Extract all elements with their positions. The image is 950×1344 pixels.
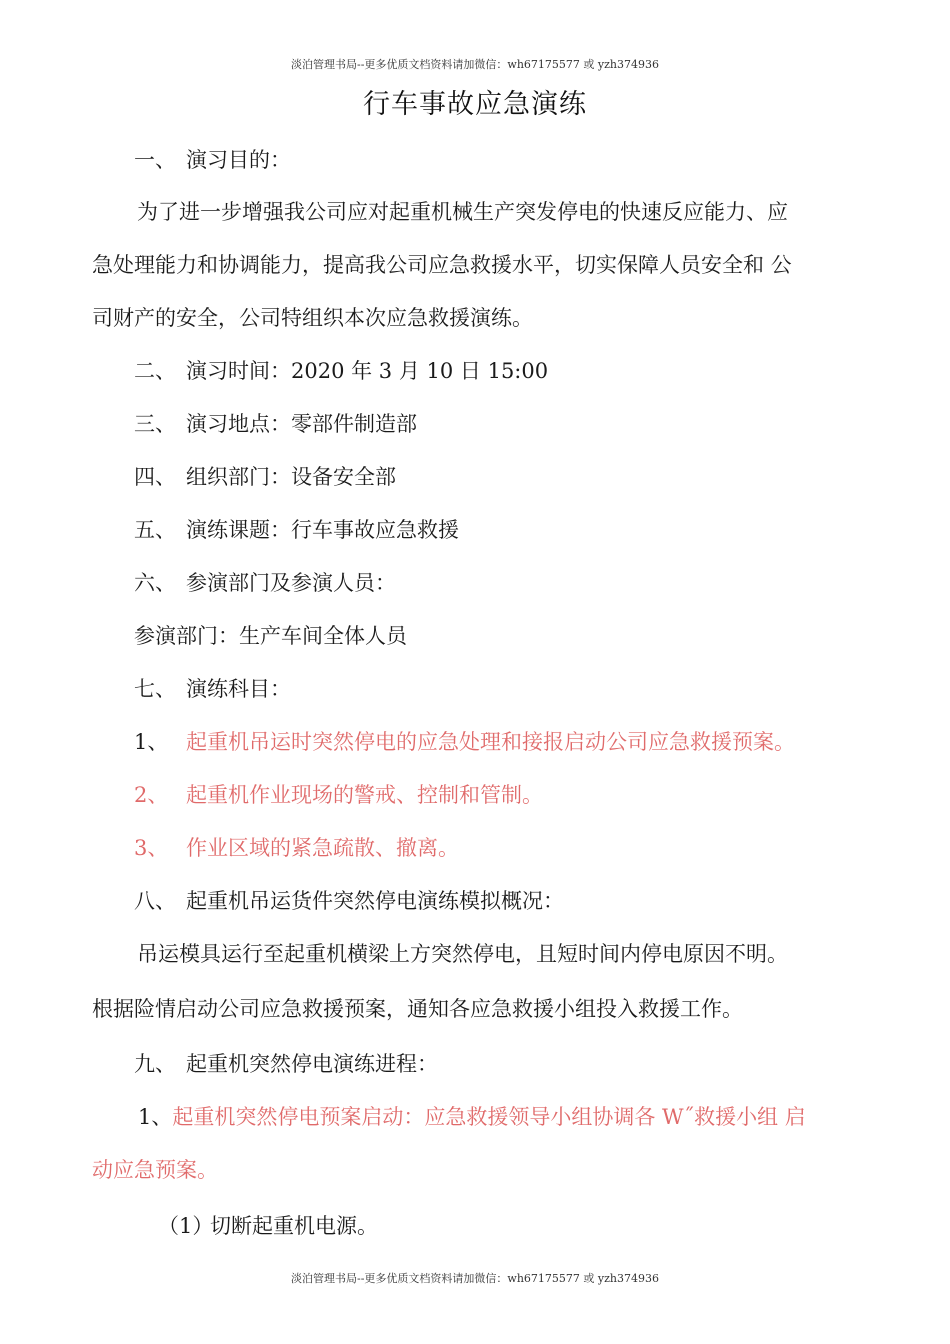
item-text: 起重机吊运时突然停电的应急处理和接报启动公司应急救援预案。 bbox=[186, 730, 795, 754]
overview-line-1: 吊运模具运行至起重机横梁上方突然停电，且短时间内停电原因不明。 bbox=[137, 942, 788, 966]
section-2-heading bbox=[134, 357, 548, 385]
section-label: 演习时间：2020 年 3 月 10 日 15:00 bbox=[186, 359, 549, 383]
section-7-heading bbox=[134, 675, 291, 703]
section-label: 起重机吊运货件突然停电演练模拟概况： bbox=[186, 889, 564, 913]
section-label: 参演部门及参演人员： bbox=[186, 571, 396, 595]
section-number: 四、 bbox=[134, 465, 176, 489]
sub-step-1 bbox=[158, 1212, 378, 1240]
document-title: 行车事故应急演练 bbox=[363, 89, 587, 120]
section-label: 演练科目： bbox=[186, 677, 291, 701]
step-1-line-2: 动应急预案。 bbox=[92, 1158, 218, 1182]
section-number: 三、 bbox=[134, 412, 176, 436]
overview-line-2: 根据险情启动公司应急救援预案，通知各应急救援小组投入救援工作。 bbox=[92, 997, 743, 1021]
section-6-heading bbox=[134, 569, 396, 597]
section-5-heading bbox=[134, 516, 459, 544]
section-number: 七、 bbox=[134, 677, 176, 701]
item-number: 3、 bbox=[134, 836, 169, 860]
page-footer: 淡泊管理书局--更多优质文档资料请加微信：wh67175577 或 yzh374936 bbox=[291, 1272, 659, 1285]
purpose-line-1: 为了进一步增强我公司应对起重机械生产突发停电的快速反应能力、应 bbox=[137, 200, 788, 224]
item-text: 起重机作业现场的警戒、控制和管制。 bbox=[186, 783, 543, 807]
section-number: 八、 bbox=[134, 889, 176, 913]
step-text: 起重机突然停电预案启动：应急救援领导小组协调各 W˝救援小组 启 bbox=[172, 1105, 806, 1129]
drill-item-3 bbox=[134, 834, 459, 862]
section-label: 演练课题：行车事故应急救援 bbox=[186, 518, 459, 542]
purpose-line-2: 急处理能力和协调能力，提高我公司应急救援水平，切实保障人员安全和 公 bbox=[92, 253, 792, 277]
section-label: 组织部门：设备安全部 bbox=[186, 465, 396, 489]
item-number: 1、 bbox=[134, 730, 169, 754]
section-9-heading bbox=[134, 1050, 438, 1078]
item-text: 作业区域的紧急疏散、撤离。 bbox=[186, 836, 459, 860]
purpose-line-3: 司财产的安全，公司特组织本次应急救援演练。 bbox=[92, 306, 533, 330]
section-1-heading bbox=[134, 146, 291, 174]
sub-step-number: （1） bbox=[158, 1214, 214, 1238]
section-4-heading bbox=[134, 463, 396, 491]
section-number: 六、 bbox=[134, 571, 176, 595]
participating-dept: 参演部门：生产车间全体人员 bbox=[134, 624, 407, 648]
section-3-heading bbox=[134, 410, 417, 438]
section-number: 二、 bbox=[134, 359, 176, 383]
section-8-heading bbox=[134, 887, 564, 915]
drill-item-1 bbox=[134, 728, 795, 756]
step-number: 1、 bbox=[138, 1105, 173, 1129]
section-label: 演习目的： bbox=[186, 148, 291, 172]
page-header: 淡泊管理书局--更多优质文档资料请加微信：wh67175577 或 yzh374936 bbox=[291, 58, 659, 71]
section-number: 九、 bbox=[134, 1052, 176, 1076]
drill-item-2 bbox=[134, 781, 543, 809]
section-label: 起重机突然停电演练进程： bbox=[186, 1052, 438, 1076]
item-number: 2、 bbox=[134, 783, 169, 807]
section-number: 五、 bbox=[134, 518, 176, 542]
step-1-line-1 bbox=[138, 1103, 806, 1131]
section-number: 一、 bbox=[134, 148, 176, 172]
section-label: 演习地点：零部件制造部 bbox=[186, 412, 417, 436]
sub-step-text: 切断起重机电源。 bbox=[210, 1214, 378, 1238]
